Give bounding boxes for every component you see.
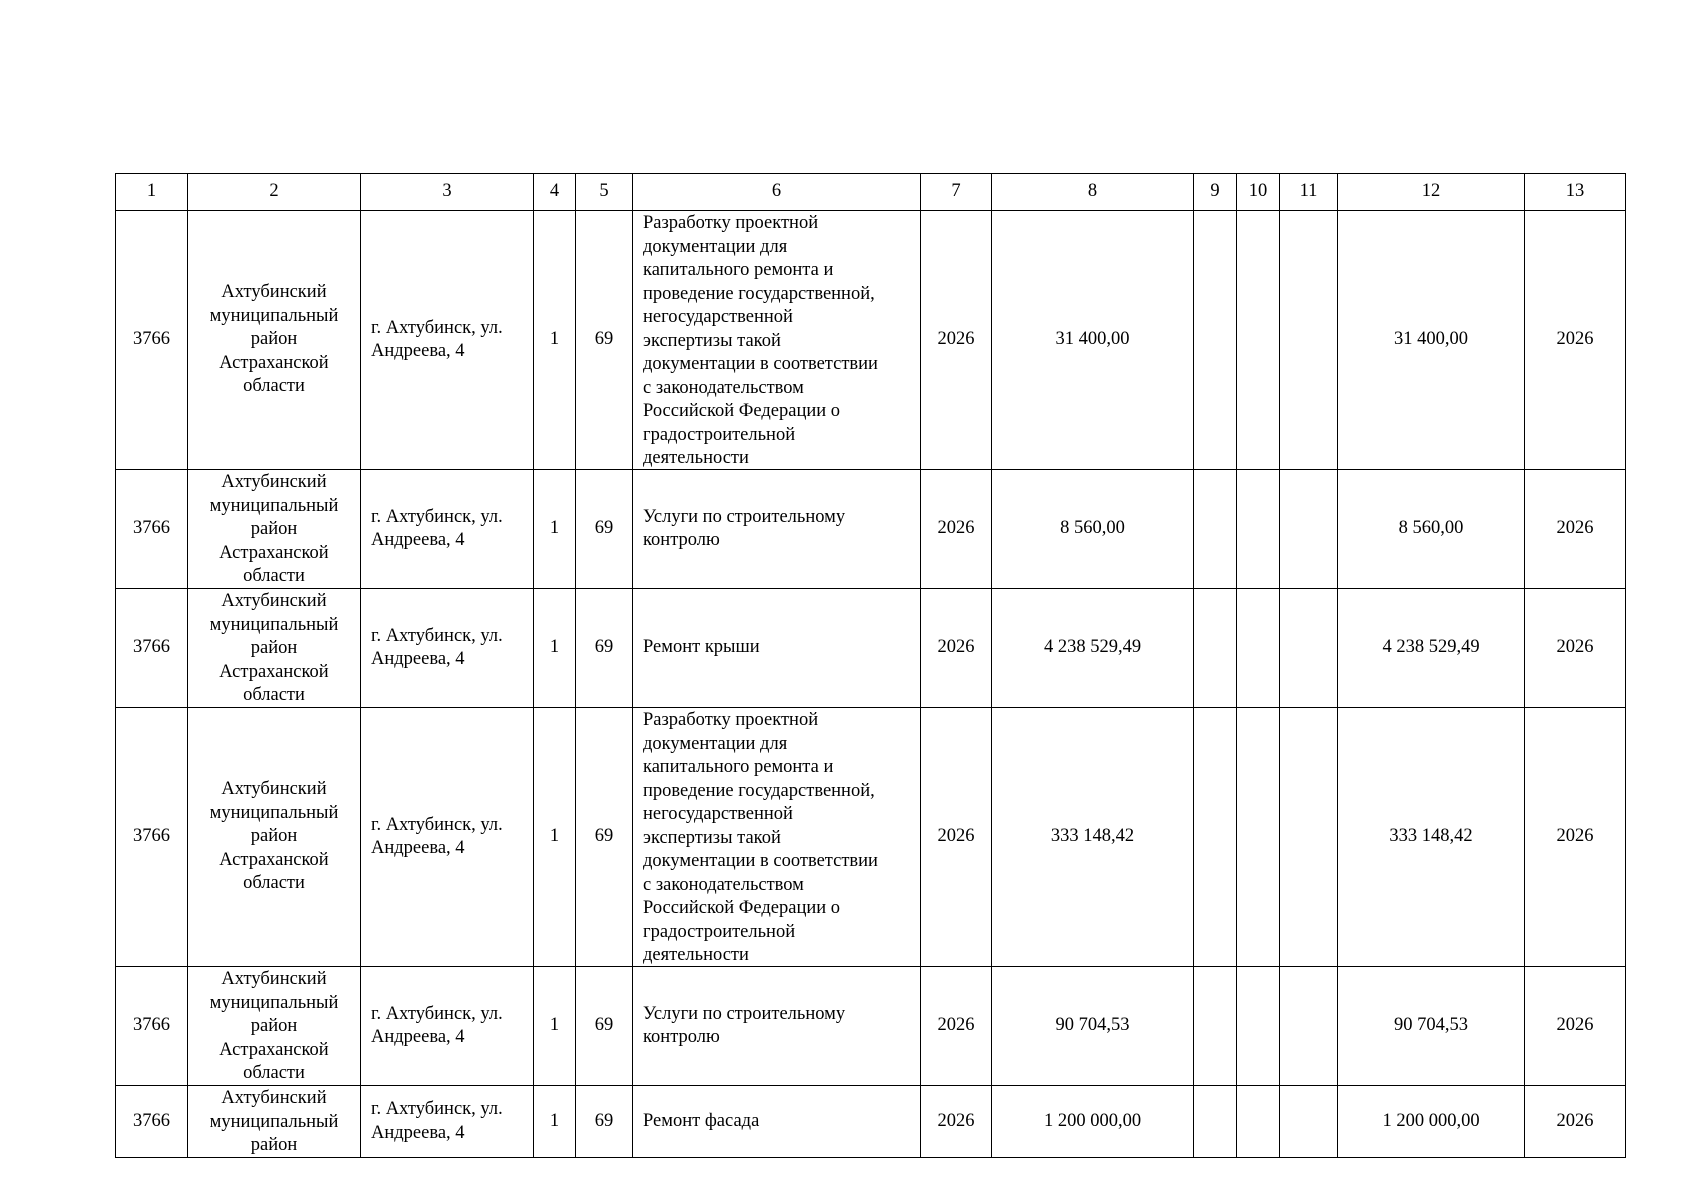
col4-cell [534, 1086, 576, 1158]
header-cell: 4 [534, 174, 576, 211]
col10-cell [1237, 470, 1280, 589]
address-cell-text: г. Ахтубинск, ул. Андреева, 4 [371, 625, 503, 669]
address-cell [361, 211, 534, 470]
work-type-cell-text: Услуги по строительному контролю [643, 506, 846, 550]
col10-cell [1237, 708, 1280, 967]
row-number-cell [116, 1086, 188, 1158]
cost-cell [992, 211, 1194, 470]
col4-cell-text: 1 [549, 1110, 560, 1131]
cost-cell [992, 1086, 1194, 1158]
work-type-cell-text: Разработку проектной документации для капитального ремонта и проведение государственной, негосударственной экспертизы такой документации в соответствии с законодательством Российской Федерации о градостроительной деятельности [643, 213, 878, 468]
col4-cell-text: 1 [549, 329, 560, 350]
table-row [116, 589, 1626, 708]
cost-cell [992, 708, 1194, 967]
col5-cell-text: 69 [594, 826, 614, 847]
year-cell [921, 589, 992, 708]
col13-cell [1525, 589, 1626, 708]
work-type-cell-text: Ремонт фасада [643, 1110, 760, 1131]
header-cell: 11 [1280, 174, 1338, 211]
work-type-cell [633, 1086, 921, 1158]
table-row [116, 470, 1626, 589]
year-cell [921, 967, 992, 1086]
year-cell-text: 2026 [937, 1110, 975, 1131]
work-type-cell [633, 967, 921, 1086]
cost-cell-text: 8 560,00 [1060, 518, 1125, 539]
municipality-cell [188, 211, 361, 470]
address-cell [361, 589, 534, 708]
header-cell: 12 [1338, 174, 1525, 211]
col4-cell [534, 589, 576, 708]
col12-cell-text: 90 704,53 [1394, 1015, 1468, 1036]
municipality-cell-text: Ахтубинский муниципальный район Астраханской области [209, 472, 339, 586]
municipality-cell-text: Ахтубинский муниципальный район Астраханской области [209, 969, 339, 1083]
col13-cell [1525, 211, 1626, 470]
col4-cell-text: 1 [549, 637, 560, 658]
col12-cell-text: 4 238 529,49 [1382, 637, 1480, 658]
cost-cell [992, 589, 1194, 708]
work-type-cell-text: Разработку проектной документации для капитального ремонта и проведение государственной, негосударственной экспертизы такой документации в соответствии с законодательством Российской Федерации о градостроительной деятельности [643, 710, 878, 965]
header-cell: 5 [576, 174, 633, 211]
col12-cell [1338, 1086, 1525, 1158]
col9-cell [1194, 708, 1237, 967]
municipality-cell-text: Ахтубинский муниципальный район Астраханской области [209, 779, 339, 894]
col5-cell-text: 69 [594, 637, 614, 658]
year-cell [921, 211, 992, 470]
col5-cell-text: 69 [594, 1015, 614, 1036]
row-number-cell-text: 3766 [133, 1110, 170, 1131]
year-cell [921, 470, 992, 589]
row-number-cell-text: 3766 [133, 329, 170, 350]
year-cell-text: 2026 [937, 518, 975, 539]
municipality-cell [188, 470, 361, 589]
year-cell-text: 2026 [937, 329, 975, 350]
cost-cell [992, 470, 1194, 589]
col12-cell [1338, 470, 1525, 589]
work-type-cell-text: Услуги по строительному контролю [643, 1003, 846, 1047]
cost-cell [992, 967, 1194, 1086]
col9-cell [1194, 589, 1237, 708]
address-cell [361, 470, 534, 589]
address-cell-text: г. Ахтубинск, ул. Андреева, 4 [371, 1003, 503, 1047]
address-cell [361, 708, 534, 967]
municipality-cell-text: Ахтубинский муниципальный район Астраханской области [209, 591, 339, 705]
col12-cell-text: 1 200 000,00 [1382, 1110, 1480, 1131]
municipality-cell-text: Ахтубинский муниципальный район [209, 1088, 339, 1155]
address-cell [361, 1086, 534, 1158]
col12-cell-text: 8 560,00 [1398, 518, 1464, 539]
col4-cell [534, 211, 576, 470]
col11-cell [1280, 967, 1338, 1086]
col9-cell [1194, 1086, 1237, 1158]
col9-cell [1194, 211, 1237, 470]
col13-cell-text: 2026 [1556, 637, 1594, 658]
cost-cell-text: 90 704,53 [1055, 1015, 1130, 1036]
year-cell-text: 2026 [937, 1015, 975, 1036]
col11-cell [1280, 589, 1338, 708]
header-cell: 9 [1194, 174, 1237, 211]
table-row [116, 967, 1626, 1086]
address-cell-text: г. Ахтубинск, ул. Андреева, 4 [371, 1099, 503, 1143]
header-cell: 8 [992, 174, 1194, 211]
municipality-cell [188, 1086, 361, 1158]
col13-cell-text: 2026 [1556, 1110, 1594, 1131]
col12-cell [1338, 708, 1525, 967]
header-cell: 7 [921, 174, 992, 211]
row-number-cell [116, 211, 188, 470]
col5-cell [576, 708, 633, 967]
table-row [116, 1086, 1626, 1158]
cost-cell-text: 4 238 529,49 [1043, 637, 1142, 658]
header-cell: 2 [188, 174, 361, 211]
address-cell [361, 967, 534, 1086]
col11-cell [1280, 1086, 1338, 1158]
repair-program-table [115, 173, 1626, 1158]
col13-cell-text: 2026 [1556, 329, 1594, 350]
col13-cell-text: 2026 [1556, 518, 1594, 539]
col10-cell [1237, 211, 1280, 470]
work-type-cell [633, 589, 921, 708]
col12-cell-text: 333 148,42 [1389, 826, 1473, 847]
col4-cell-text: 1 [549, 518, 560, 539]
col5-cell [576, 211, 633, 470]
col5-cell [576, 589, 633, 708]
col12-cell [1338, 967, 1525, 1086]
municipality-cell [188, 589, 361, 708]
address-cell-text: г. Ахтубинск, ул. Андреева, 4 [371, 317, 503, 361]
row-number-cell [116, 470, 188, 589]
col13-cell [1525, 708, 1626, 967]
col9-cell [1194, 470, 1237, 589]
col4-cell [534, 708, 576, 967]
row-number-cell [116, 967, 188, 1086]
cost-cell-text: 1 200 000,00 [1043, 1110, 1142, 1131]
col4-cell-text: 1 [549, 1015, 560, 1036]
col12-cell-text: 31 400,00 [1394, 329, 1468, 350]
header-row [116, 174, 1626, 211]
col13-cell [1525, 1086, 1626, 1158]
header-cell: 6 [633, 174, 921, 211]
header-cell: 1 [116, 174, 188, 211]
municipality-cell [188, 708, 361, 967]
header-cell: 3 [361, 174, 534, 211]
address-cell-text: г. Ахтубинск, ул. Андреева, 4 [371, 814, 503, 858]
col4-cell-text: 1 [549, 826, 560, 847]
work-type-cell [633, 211, 921, 470]
col4-cell [534, 470, 576, 589]
year-cell [921, 1086, 992, 1158]
row-number-cell [116, 589, 188, 708]
col13-cell-text: 2026 [1556, 826, 1594, 847]
cost-cell-text: 31 400,00 [1055, 329, 1130, 350]
address-cell-text: г. Ахтубинск, ул. Андреева, 4 [371, 506, 503, 550]
col13-cell [1525, 967, 1626, 1086]
col5-cell [576, 470, 633, 589]
row-number-cell-text: 3766 [133, 826, 170, 847]
row-number-cell [116, 708, 188, 967]
table-row [116, 211, 1626, 470]
table-row [116, 708, 1626, 967]
year-cell-text: 2026 [937, 637, 975, 658]
row-number-cell-text: 3766 [133, 518, 170, 539]
work-type-cell [633, 708, 921, 967]
col5-cell [576, 1086, 633, 1158]
col5-cell-text: 69 [594, 329, 614, 350]
work-type-cell [633, 470, 921, 589]
row-number-cell-text: 3766 [133, 637, 170, 658]
municipality-cell [188, 967, 361, 1086]
col13-cell [1525, 470, 1626, 589]
col5-cell-text: 69 [594, 1110, 614, 1131]
col12-cell [1338, 211, 1525, 470]
col12-cell [1338, 589, 1525, 708]
col9-cell [1194, 967, 1237, 1086]
work-type-cell-text: Ремонт крыши [643, 637, 760, 658]
header-cell: 10 [1237, 174, 1280, 211]
col10-cell [1237, 1086, 1280, 1158]
col11-cell [1280, 211, 1338, 470]
year-cell-text: 2026 [937, 826, 975, 847]
col5-cell [576, 967, 633, 1086]
year-cell [921, 708, 992, 967]
header-cell: 13 [1525, 174, 1626, 211]
col11-cell [1280, 708, 1338, 967]
col10-cell [1237, 967, 1280, 1086]
col13-cell-text: 2026 [1556, 1015, 1594, 1036]
municipality-cell-text: Ахтубинский муниципальный район Астраханской области [209, 282, 339, 397]
col5-cell-text: 69 [594, 518, 614, 539]
cost-cell-text: 333 148,42 [1050, 826, 1135, 847]
row-number-cell-text: 3766 [133, 1015, 170, 1036]
col10-cell [1237, 589, 1280, 708]
col4-cell [534, 967, 576, 1086]
col11-cell [1280, 470, 1338, 589]
